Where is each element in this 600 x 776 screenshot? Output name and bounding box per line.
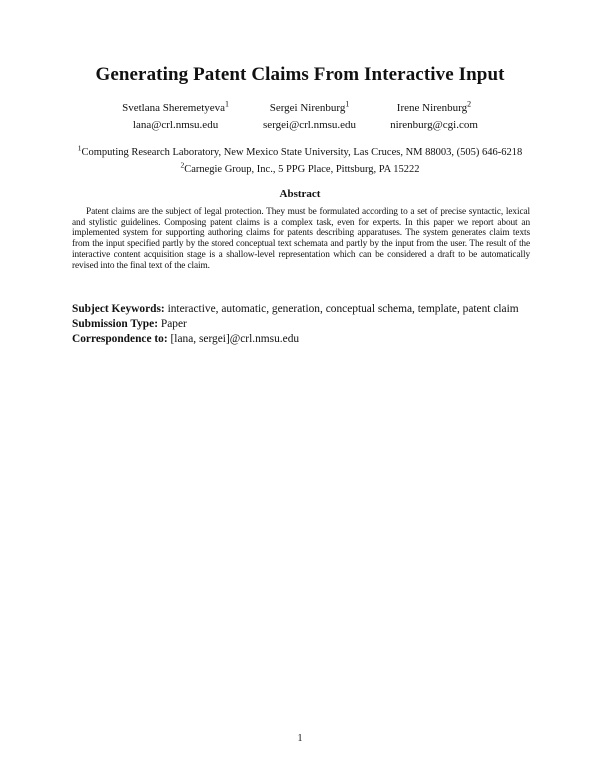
correspondence-label: Correspondence to:	[72, 333, 168, 345]
author-sheremetyeva	[122, 100, 229, 134]
abstract-text: Patent claims are the subject of legal protection. They must be formulated according to a set of precise syntactic, lexical and stylistic guidelines. Composing patent claims is a complex task, even for experts. In this paper we report about an implemented system for supporting authoring claims for patents describing apparatuses. The system generates claim texts from the input specified partly by the stored conceptual text schemata and partly by the input from the user. The result of the interactive content acquisition stage is a shallow-level representation which can be considered a draft to be automatically revised into the final text of the claim.	[72, 207, 530, 271]
submission-type	[72, 317, 542, 332]
abstract-heading: Abstract	[279, 188, 321, 200]
author-name-line	[122, 100, 229, 117]
page-number: 1	[297, 733, 303, 744]
affiliation-1	[0, 144, 600, 161]
correspondence-value: [lana, sergei]@crl.nmsu.edu	[170, 333, 300, 345]
affiliation-marker: 1	[77, 143, 82, 153]
correspondence	[72, 332, 542, 347]
submission-metadata	[72, 302, 542, 347]
author-email: lana@crl.nmsu.edu	[132, 119, 219, 131]
submission-type-label: Submission Type:	[72, 318, 158, 330]
author-name: Sergei Nirenburg	[269, 102, 346, 114]
affiliation-2	[0, 161, 600, 178]
author-affiliation-marker: 1	[225, 99, 230, 109]
affiliation-text: Carnegie Group, Inc., 5 PPG Place, Pittsburg, PA 15222	[184, 164, 420, 175]
affiliation-text: Computing Research Laboratory, New Mexico State University, Las Cruces, NM 88003, (505) 646-6218	[81, 147, 523, 158]
author-list	[0, 100, 600, 134]
author-i-nirenburg	[390, 100, 478, 134]
author-email: nirenburg@cgi.com	[390, 119, 478, 131]
author-s-nirenburg	[263, 100, 356, 134]
author-name-line	[263, 100, 356, 117]
author-affiliation-marker: 2	[467, 99, 472, 109]
submission-type-value: Paper	[160, 318, 187, 330]
author-email: sergei@crl.nmsu.edu	[263, 119, 357, 131]
affiliation-marker: 2	[180, 160, 185, 170]
author-affiliation-marker: 1	[345, 99, 350, 109]
affiliations	[0, 144, 600, 178]
subject-keywords	[72, 302, 542, 317]
author-name: Irene Nirenburg	[396, 102, 468, 114]
author-name-line	[390, 100, 478, 117]
keywords-label: Subject Keywords:	[72, 303, 165, 315]
keywords-value: interactive, automatic, generation, conceptual schema, template, patent claim	[167, 303, 519, 315]
paper-title: Generating Patent Claims From Interactive Input	[95, 64, 505, 85]
author-name: Svetlana Sheremetyeva	[122, 102, 226, 114]
